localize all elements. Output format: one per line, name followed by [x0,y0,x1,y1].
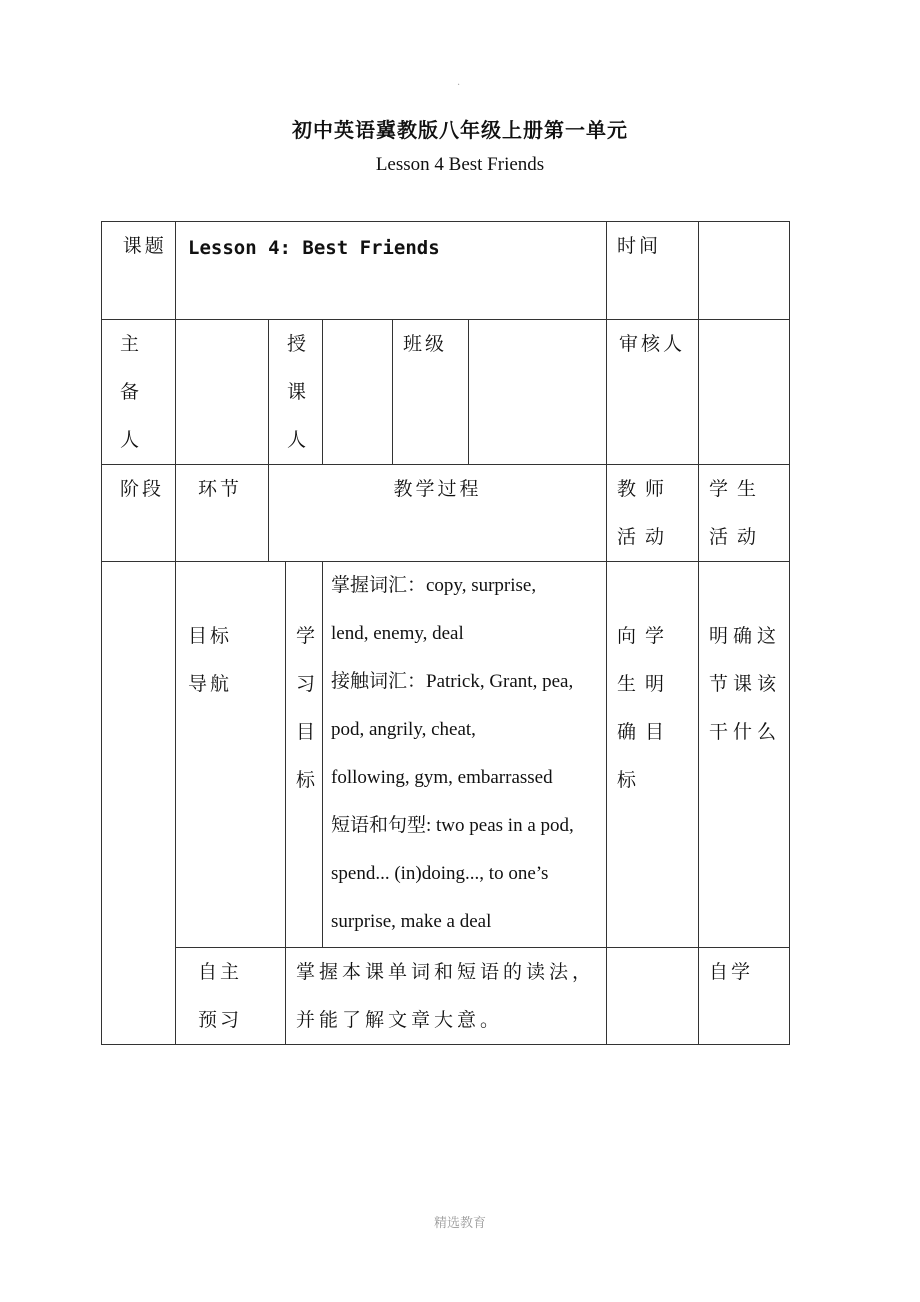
class-label-cell [393,320,469,465]
lesson-title: Lesson 4: Best Friends [188,237,440,259]
topic-label-cell [102,222,176,320]
objective-line: spend... (in)doing..., to one’s [331,863,549,884]
step-header-cell [176,465,269,562]
time-label-cell [607,222,699,320]
reviewer-label-cell [607,320,699,465]
row-preview [102,948,790,1045]
row-headers [102,465,790,562]
objectives-step-cell [176,562,286,948]
objectives-content-cell [323,562,607,948]
class-value-cell [469,320,607,465]
preview-step: 自主预习 [198,961,243,1031]
teacher-activity-header: 教师活动 [617,478,674,548]
preview-process: 掌握本课单词和短语的读法，并能了解文章大意。 [296,961,596,1031]
preparer-label: 主备人 [120,333,152,451]
lesson-title-cell [176,222,607,320]
document-title-en: Lesson 4 Best Friends [375,154,545,175]
teacher-value-cell [323,320,393,465]
time-label: 时间 [617,235,662,257]
objective-line: following, gym, embarrassed [331,767,553,788]
teacher-label-cell [269,320,323,465]
preparer-value-cell [176,320,269,465]
stage-header-cell [102,465,176,562]
objectives-step: 目标导航 [188,625,233,695]
preview-student-activity: 自学 [709,961,754,983]
footer-text: 精选教育 [433,1216,486,1231]
objectives-student-cell [699,562,790,948]
reviewer-value-cell [699,320,790,465]
preparer-label-cell [102,320,176,465]
row-staff [102,320,790,465]
objectives-sublabel-cell [286,562,323,948]
objective-line: 接触词汇：Patrick, Grant, pea, [331,671,574,692]
lesson-plan-table [101,221,790,1045]
objectives-teacher-cell [607,562,699,948]
preview-teacher-cell [607,948,699,1045]
process-header: 教学过程 [393,478,482,500]
process-header-cell [269,465,607,562]
preview-process-cell [286,948,607,1045]
objective-line: 掌握词汇：copy, surprise, [331,575,537,596]
topic-label: 课题 [122,235,167,257]
teacher-label: 授课人 [287,333,310,451]
student-activity-header-cell [699,465,790,562]
objectives-student-activity: 明确这节课该干什么 [709,625,782,743]
step-header: 环节 [198,478,243,500]
time-value-cell [699,222,790,320]
objective-line: lend, enemy, deal [331,623,464,644]
objective-line: 短语和句型: two peas in a pod, [331,815,574,836]
preview-step-cell [176,948,286,1045]
document-title-cn: 初中英语冀教版八年级上册第一单元 [292,118,628,142]
row-objectives [102,562,790,948]
preview-student-cell [699,948,790,1045]
objectives-lines [331,562,606,946]
objective-line: pod, angrily, cheat, [331,719,476,740]
header-dot: · [457,80,461,91]
class-label: 班级 [403,333,448,355]
teacher-activity-header-cell [607,465,699,562]
reviewer-label: 审核人 [619,333,686,355]
stage-cell [102,562,176,1045]
objective-line: surprise, make a deal [331,911,492,932]
objectives-sublabel: 学习目标 [296,625,319,791]
row-topic [102,222,790,320]
objectives-teacher-activity: 向学生明确目标 [617,625,674,791]
stage-header: 阶段 [120,478,165,500]
student-activity-header: 学生活动 [709,478,766,548]
